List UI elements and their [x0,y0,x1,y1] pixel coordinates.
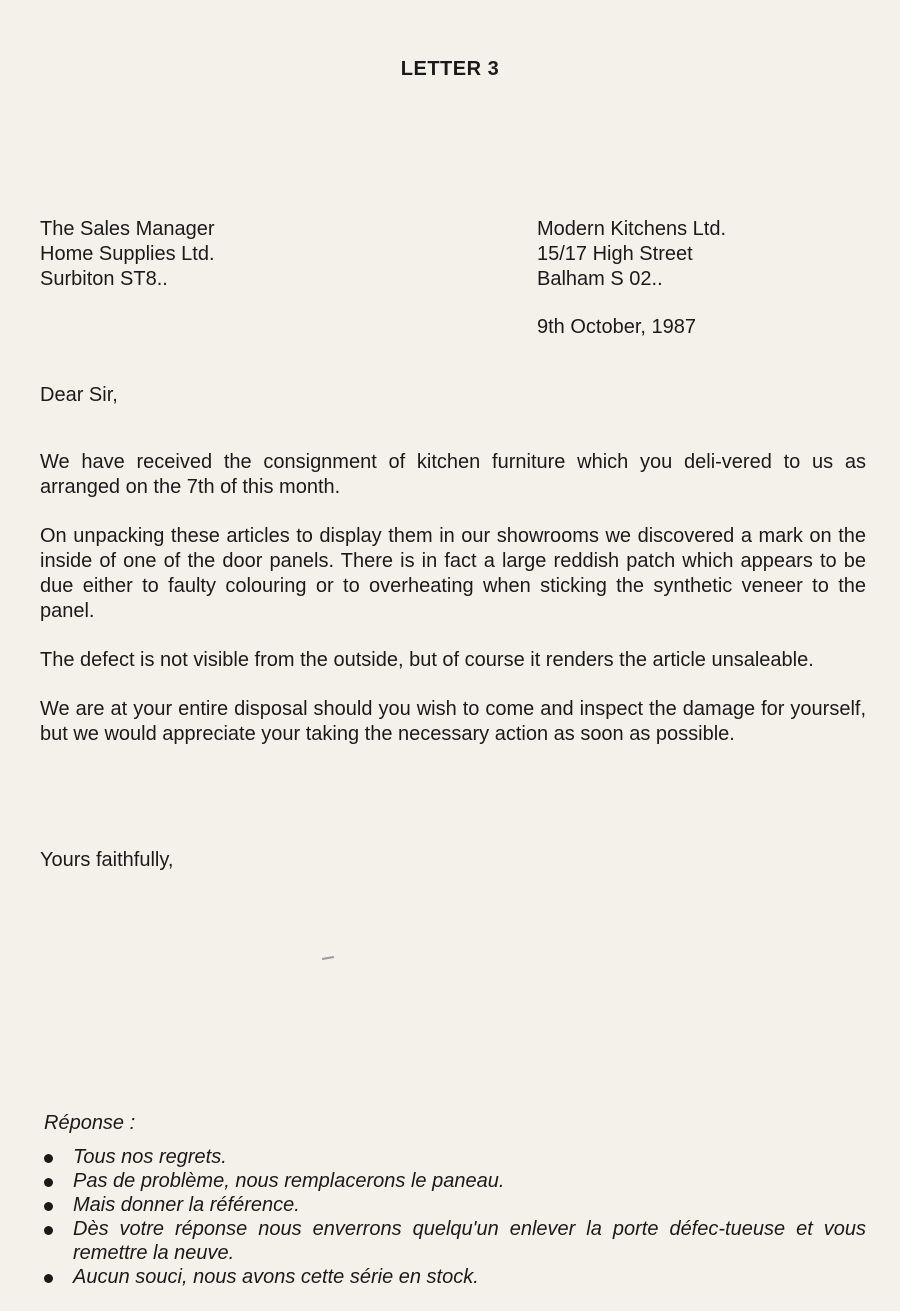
recipient-line-3: Surbiton ST8.. [40,268,168,290]
list-item [44,1193,866,1217]
response-label: Réponse : [44,1112,136,1134]
recipient-line-2: Home Supplies Ltd. [40,243,215,265]
recipient-line-1: The Sales Manager [40,218,215,240]
sender-line-2: 15/17 High Street [537,243,693,265]
bullet-icon [44,1226,53,1235]
bullet-icon [44,1202,53,1211]
closing: Yours faithfully, [40,849,174,871]
sender-address [537,217,726,292]
response-item-text: Pas de problème, nous remplacerons le paneau. [73,1170,505,1192]
recipient-address [40,217,215,292]
body-paragraph: On unpacking these articles to display them in our showrooms we discovered a mark on the inside of one of the door panels. There is in fact a large reddish patch which appears to be due either to faulty colouring or to overheating when sticking the synthetic veneer to the panel. [40,525,866,622]
salutation: Dear Sir, [40,384,118,406]
body-paragraph: We are at your entire disposal should you wish to come and inspect the damage for yourself, but we would appreciate your taking the necessary action as soon as possible. [40,698,866,745]
ink-speck [322,956,334,960]
response-item-text: Dès votre réponse nous enverrons quelqu'un enlever la porte défec-tueuse et vous remettre la neuve. [73,1218,866,1264]
response-list [44,1145,866,1289]
bullet-icon [44,1178,53,1187]
body-paragraph: The defect is not visible from the outside, but of course it renders the article unsaleable. [40,649,814,671]
response-item-text: Mais donner la référence. [73,1194,300,1216]
list-item [44,1145,866,1169]
list-item [44,1265,866,1289]
response-item-text: Tous nos regrets. [73,1146,227,1168]
letter-body [40,450,866,771]
bullet-icon [44,1154,53,1163]
sender-line-3: Balham S 02.. [537,268,663,290]
bullet-icon [44,1274,53,1283]
list-item [44,1169,866,1193]
body-paragraph: We have received the consignment of kitchen furniture which you deli-vered to us as arranged on the 7th of this month. [40,451,866,498]
sender-line-1: Modern Kitchens Ltd. [537,218,726,240]
list-item [44,1217,866,1265]
response-item-text: Aucun souci, nous avons cette série en stock. [73,1266,479,1288]
letter-date: 9th October, 1987 [537,316,697,338]
letter-title: LETTER 3 [400,58,500,80]
